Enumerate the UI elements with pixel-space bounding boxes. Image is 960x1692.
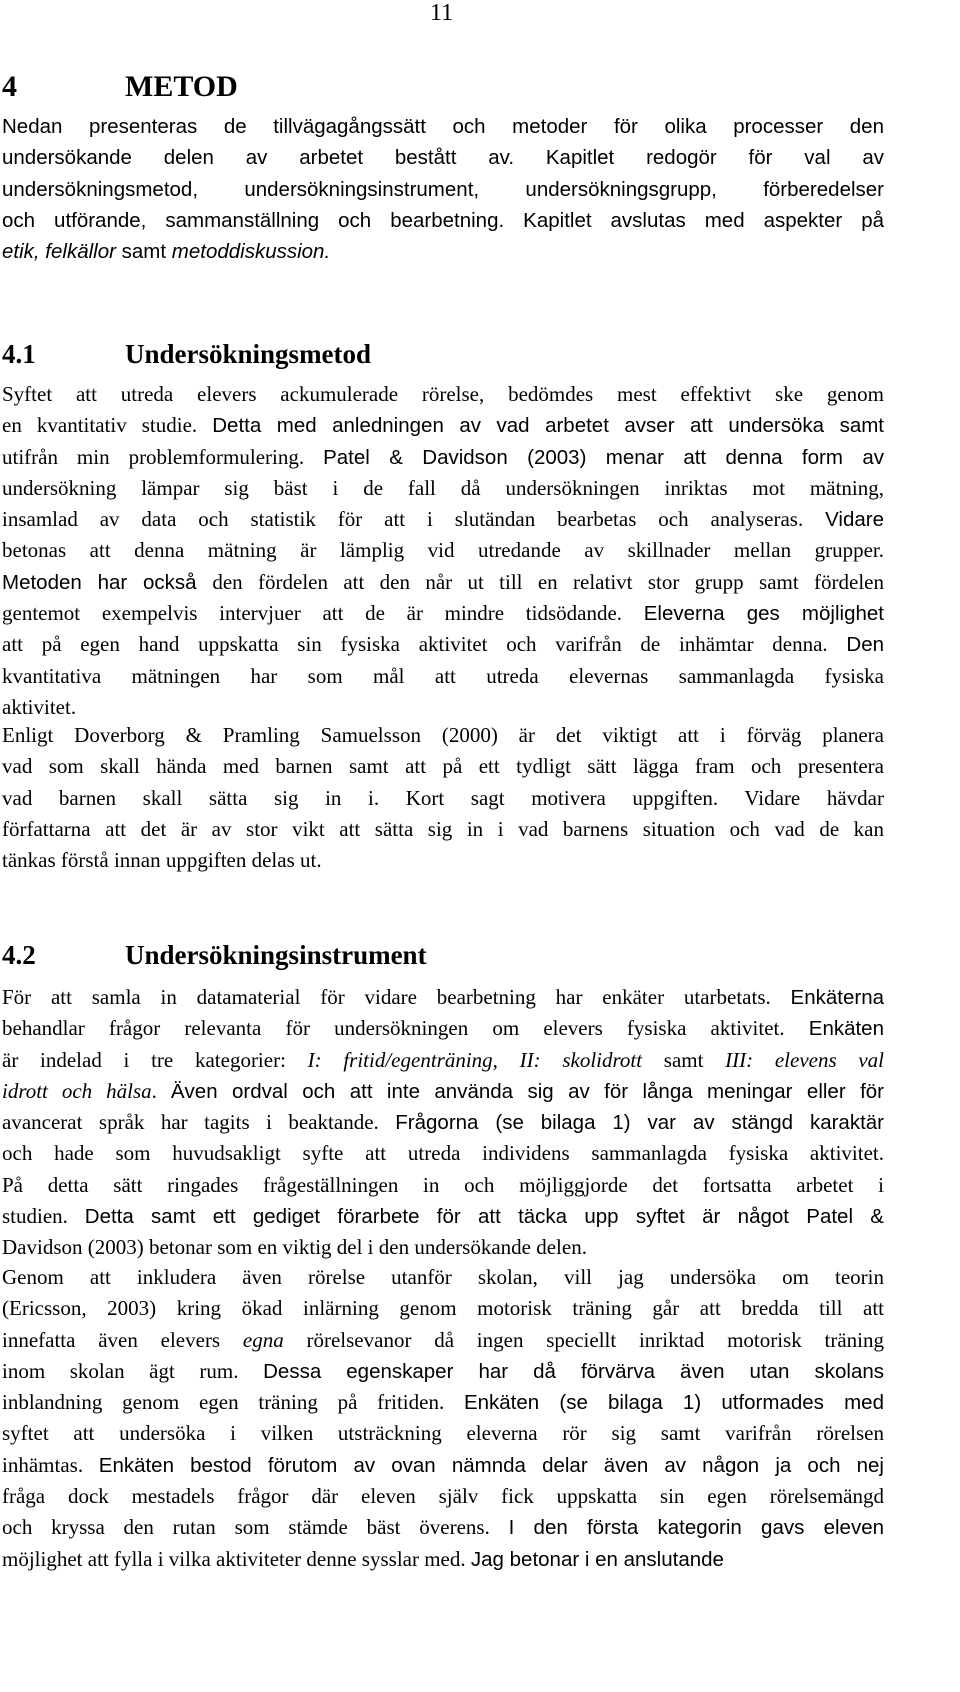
text-run: vad barnen skall sätta sig in i. Kort sagt motivera uppgiften. Vidare hävdar [2,785,884,810]
text-line [2,1547,884,1578]
text-line [2,240,884,271]
text-run: Enkäten [808,1017,884,1041]
text-run: gentemot exempelvis intervjuer att de är mindre tidsödande. [2,601,644,626]
subsection-1-paragraph-1 [2,382,884,726]
italic-text: I: fritid/egenträning, II: skolidrott [307,1047,643,1072]
subsection-2-number: 4.2 [2,940,36,970]
subsection-1-title: Undersökningsmetod [125,339,372,369]
text-run: samt [115,240,172,264]
text-run: behandlar frågor relevanta för undersökningen om elevers fysiska aktivitet. [2,1016,809,1041]
text-run: Enkäterna [790,986,884,1009]
text-run: författarna att det är av stor vikt att sätta sig in i vad barnens situation och vad de kan [2,816,884,841]
text-run: Detta samt ett gediget förarbete för att täcka upp syftet är något Patel & [84,1205,884,1229]
text-line [2,848,884,879]
text-line [2,476,884,507]
text-run: Även ordval och att inte använda sig av för långa meningar eller för [170,1079,884,1103]
text-line [2,754,884,785]
text-run: Dessa egenskaper har då förvärva även utan skolans [263,1359,884,1383]
subsection-1-number: 4.1 [2,339,36,369]
text-line [2,570,884,601]
text-line [2,1016,884,1047]
text-run: Davidson (2003) betonar som en viktig del i den undersökande delen. [2,1235,587,1260]
text-run: betonas att denna mätning är lämplig vid utredande av skillnader mellan grupper. [2,538,884,563]
text-run: en kvantitativ studie. [2,413,213,438]
text-line [2,209,884,240]
text-line [2,1296,884,1327]
italic-text: idrott och hälsa [2,1078,152,1103]
text-line [2,1453,884,1484]
italic-text: etik, felkällor [2,240,116,264]
text-line [2,413,884,444]
text-run: I den första kategorin gavs eleven [508,1516,884,1540]
text-run: aktivitet. [2,694,77,719]
text-line [2,1110,884,1141]
text-run: samt [642,1047,726,1072]
text-run: vad som skall hända med barnen samt att på ett tydligt sätt lägga fram och presentera [2,754,884,779]
text-line [2,445,884,476]
text-run: Enkäten bestod förutom av ovan nämnda delar även av någon ja och nej [98,1453,884,1477]
text-line [2,1390,884,1421]
text-line [2,1359,884,1390]
text-line [2,1421,884,1452]
subsection-2-title: Undersökningsinstrument [125,940,427,970]
text-line [2,985,884,1016]
text-run: Nedan presenteras de tillvägagångssätt och metoder för olika processer den [2,115,884,138]
text-line [2,146,884,177]
text-run: och hade som huvudsakligt syfte att utreda individens sammanlagda fysiska aktivitet. [2,1141,884,1166]
text-run: Syftet att utreda elevers ackumulerade rörelse, bedömdes mest effektivt ske genom [2,382,884,406]
section-title: METOD [125,70,238,103]
text-line [2,723,884,754]
text-run: den fördelen att den når ut till en relativt stor grupp samt fördelen [212,569,884,594]
text-line [2,695,884,726]
section-heading [2,70,238,104]
text-run: Jag betonar i en anslutande [470,1547,724,1571]
text-run: undersökning lämpar sig bäst i de fall då undersökningen inriktas mot mätning, [2,475,884,500]
text-run: Enligt Doverborg & Pramling Samuelsson (2000) är det viktigt att i förväg planera [2,723,884,747]
subsection-2-paragraph-1 [2,985,884,1267]
text-run: insamlad av data och statistik för att i slutändan bearbetas och analyseras. [2,507,826,532]
text-run: undersökande delen av arbetet bestått av. Kapitlet redogör för val av [2,146,884,170]
text-line [2,786,884,817]
text-run: studien. [2,1204,85,1229]
text-line [2,382,884,413]
text-line [2,601,884,632]
subsection-1-heading [2,338,371,370]
text-run: rörelsevanor då ingen speciellt inriktad motorisk träning [283,1327,884,1352]
text-line [2,1515,884,1546]
text-line [2,817,884,848]
text-run: möjlighet att fylla i vilka aktiviteter denne sysslar med. [2,1546,471,1571]
text-run: syftet att undersöka i vilken utsträckning eleverna rör sig samt varifrån rörelsen [2,1421,884,1446]
text-line [2,1204,884,1235]
text-line [2,632,884,663]
text-run: Frågorna (se bilaga 1) var av stängd karaktär [395,1111,884,1135]
subsection-2-heading [2,939,427,971]
section-intro-paragraph [2,115,884,271]
text-run: avancerat språk har tagits i beaktande. [2,1110,396,1135]
text-run: Den [846,633,884,657]
italic-text: metoddiskussion. [171,240,331,264]
text-line [2,538,884,569]
text-line [2,507,884,538]
text-run: (Ericsson, 2003) kring ökad inlärning genom motorisk träning går att bredda till att [2,1296,884,1321]
text-line [2,1235,884,1266]
text-run: att på egen hand uppskatta sin fysiska aktivitet och varifrån de inhämtar denna. [2,632,847,657]
text-run: innefatta även elevers [2,1327,243,1352]
text-line [2,178,884,209]
text-run: . [151,1078,171,1103]
text-run: Detta med anledningen av vad arbetet avser att undersöka samt [212,414,884,438]
page-number: 11 [430,0,454,26]
text-run: inhämtas. [2,1452,99,1477]
text-line [2,1328,884,1359]
text-run: och kryssa den rutan som stämde bäst överens. [2,1515,509,1540]
text-run: För att samla in datamaterial för vidare bearbetning har enkäter utarbetats. [2,985,791,1009]
text-run: utifrån min problemformulering. [2,444,324,469]
text-line [2,1484,884,1515]
text-run: tänkas förstå innan uppgiften delas ut. [2,848,322,873]
text-line [2,115,884,146]
italic-text: egna [242,1327,284,1352]
text-run: och utförande, sammanställning och bearbetning. Kapitlet avslutas med aspekter på [2,208,884,232]
text-run: inblandning genom egen träning på fritiden. [2,1390,464,1415]
italic-text: III: elevens val [725,1047,884,1072]
text-run: Vidare [825,508,884,532]
text-line [2,1173,884,1204]
text-run: kvantitativa mätningen har som mål att utreda elevernas sammanlagda fysiska [2,663,884,688]
text-run: På detta sätt ringades frågeställningen in och möjliggjorde det fortsatta arbetet i [2,1172,884,1197]
text-run: undersökningsmetod, undersökningsinstrument, undersökningsgrupp, förberedelser [2,177,884,201]
text-line [2,664,884,695]
text-run: Eleverna ges möjlighet [643,602,884,626]
text-line [2,1079,884,1110]
text-run: fråga dock mestadels frågor där eleven själv fick uppskatta sin egen rörelsemängd [2,1484,884,1509]
section-number: 4 [2,70,17,103]
text-line [2,1265,884,1296]
text-run: är indelad i tre kategorier: [2,1047,308,1072]
text-run: Genom att inkludera även rörelse utanför skolan, vill jag undersöka om teorin [2,1265,884,1289]
text-run: Patel & Davidson (2003) menar att denna form av [323,445,884,469]
text-line [2,1141,884,1172]
subsection-1-paragraph-2 [2,723,884,879]
text-run: Metoden har också [2,570,213,594]
subsection-2-paragraph-2 [2,1265,884,1578]
text-run: inom skolan ägt rum. [2,1358,264,1383]
text-run: Enkäten (se bilaga 1) utformades med [463,1391,884,1415]
text-line [2,1048,884,1079]
